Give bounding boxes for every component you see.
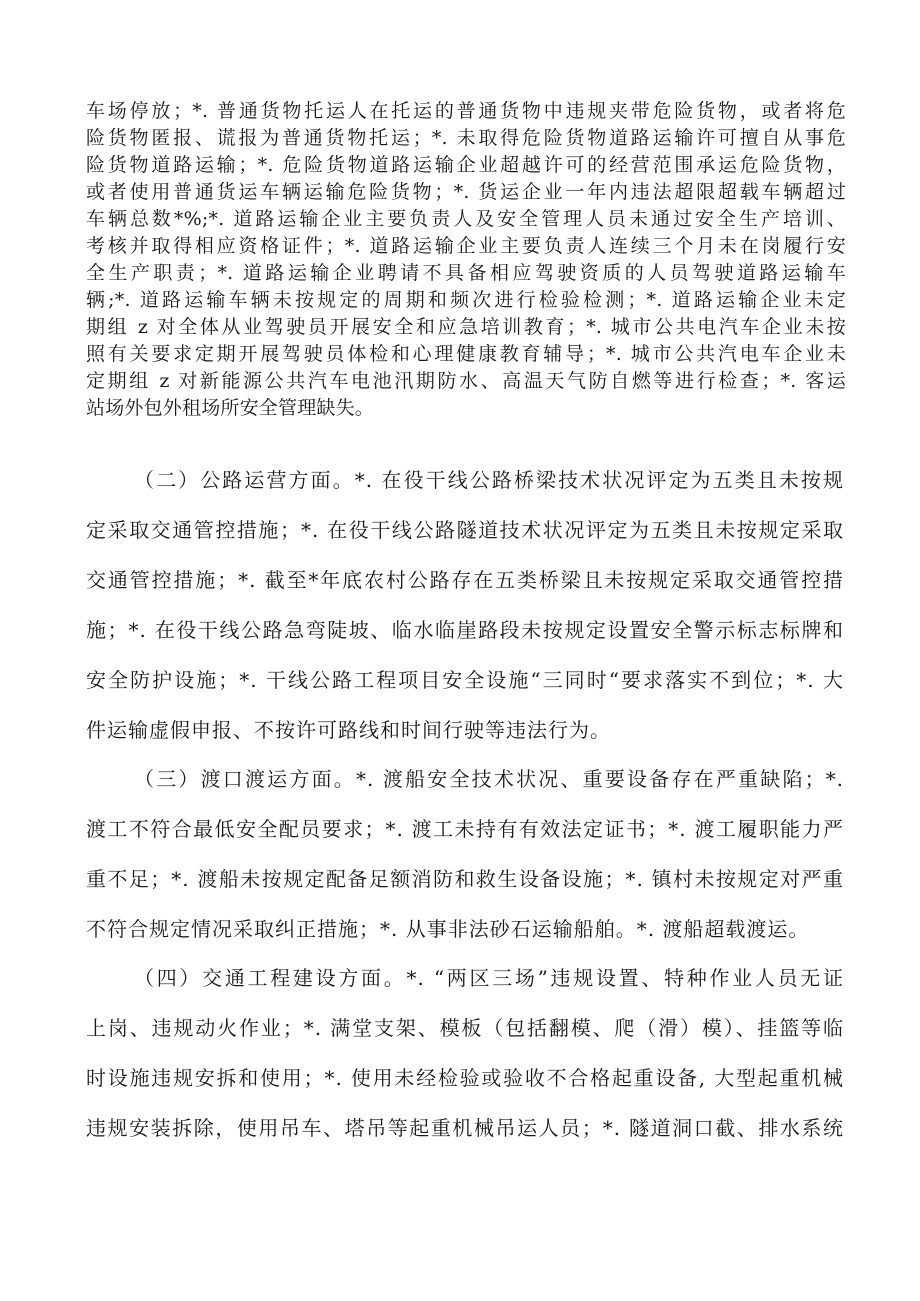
section-highway-operations [86, 455, 844, 755]
text-line: 违规安装拆除，使用吊车、塔吊等起重机械吊运人员；*. 隧道洞口截、排水系统 [86, 1116, 844, 1140]
text-line: 期组 z 对全体从业驾驶员开展安全和应急培训教育；*. 城市公共电汽车企业未按 [86, 316, 846, 338]
text-line: 车场停放；*. 普通货物托运人在托运的普通货物中违规夹带危险货物，或者将危 [86, 100, 846, 122]
section-heading-line: （四）交通工程建设方面。*. “两区三场”违规设置、特种作业人员无证 [134, 966, 844, 990]
text-line: 险货物道路运输；*. 危险货物道路运输企业超越许可的经营范围承运危险货物， [86, 154, 846, 176]
text-line: 安全防护设施；*. 干线公路工程项目安全设施“三同时“要求落实不到位；*. 大 [86, 668, 844, 692]
text-line: 全生产职责；*. 道路运输企业聘请不具备相应驾驶资质的人员驾驶道路运输车 [86, 262, 846, 284]
text-line: 险货物匿报、谎报为普通货物托运；*. 未取得危险货物道路运输许可擅自从事危 [86, 127, 846, 149]
text-line: 件运输虚假申报、不按许可路线和时间行驶等违法行为。 [86, 718, 611, 742]
text-line: 施；*. 在役干线公路急弯陡坡、临水临崖路段未按规定设置安全警示标志标牌和 [86, 618, 844, 642]
section-heading-line: （二）公路运营方面。*. 在役干线公路桥梁技术状况评定为五类且未按规 [134, 468, 844, 492]
text-line: 交通管控措施；*. 截至*年底农村公路存在五类桥梁且未按规定采取交通管控措 [86, 568, 844, 592]
section-transport-construction [86, 953, 844, 1153]
text-line: 定采取交通管控措施；*. 在役干线公路隧道技术状况评定为五类且未按规定采取 [86, 518, 844, 542]
section-ferry-operations [86, 754, 844, 954]
text-line: 或者使用普通货运车辆运输危险货物；*. 货运企业一年内违法超限超载车辆超过 [86, 181, 846, 203]
text-line: 车辆总数*%;*. 道路运输企业主要负责人及安全管理人员未通过安全生产培训、 [86, 208, 846, 230]
text-line: 时设施违规安拆和使用；*. 使用未经检验或验收不合格起重设备, 大型起重机械 [86, 1066, 844, 1090]
text-line: 渡工不符合最低安全配员要求；*. 渡工未持有有效法定证书；*. 渡工履职能力严 [86, 817, 844, 841]
text-line: 上岗、违规动火作业；*. 满堂支架、模板（包括翻模、爬（滑）模）、挂篮等临 [86, 1016, 844, 1040]
text-line: 照有关要求定期开展驾驶员体检和心理健康教育辅导；*. 城市公共汽电车企业未 [86, 343, 846, 365]
section-heading-line: （三）渡口渡运方面。*. 渡船安全技术状况、重要设备存在严重缺陷；*. [134, 767, 844, 791]
text-line: 重不足；*. 渡船未按规定配备足额消防和救生设备设施；*. 镇村未按规定对严重 [86, 867, 844, 891]
dense-paragraph-block [86, 98, 846, 422]
text-line: 站场外包外租场所安全管理缺失。 [86, 397, 375, 419]
text-line: 辆;*. 道路运输车辆未按规定的周期和频次进行检验检测；*. 道路运输企业未定 [86, 289, 846, 311]
text-line: 不符合规定情况采取纠正措施；*. 从事非法砂石运输船舶。*. 渡船超载渡运。 [86, 917, 810, 941]
text-line: 考核并取得相应资格证件；*. 道路运输企业主要负责人连续三个月未在岗履行安 [86, 235, 846, 257]
text-line: 定期组 z 对新能源公共汽车电池汛期防水、高温天气防自燃等进行检查；*. 客运 [86, 370, 846, 392]
